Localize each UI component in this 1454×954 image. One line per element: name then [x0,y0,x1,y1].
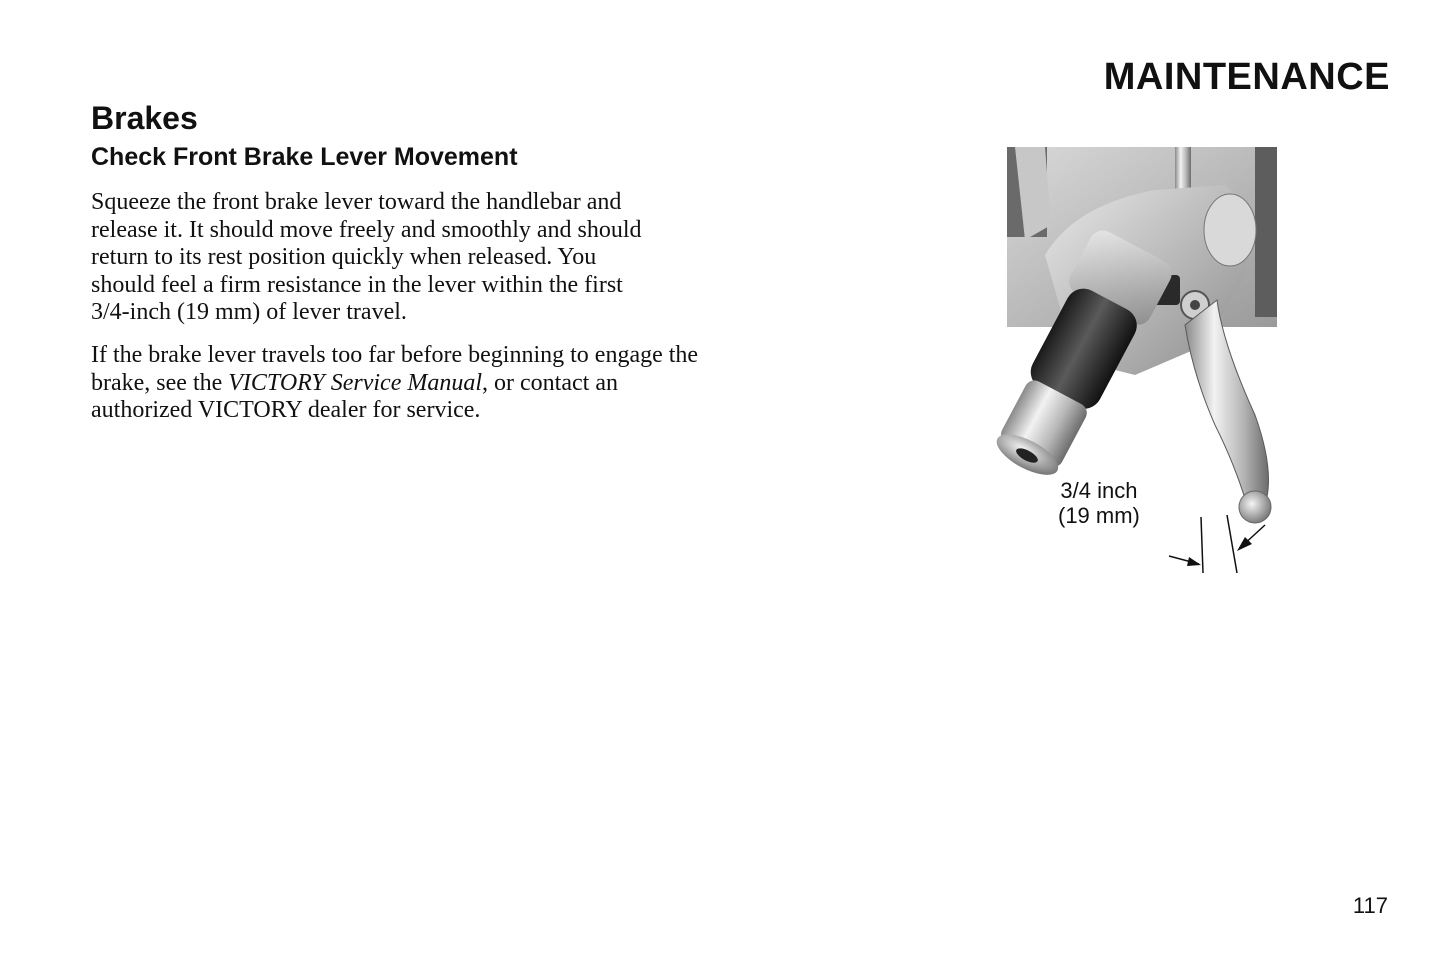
paragraph2-line: authorized VICTORY dealer for service. [91,397,481,423]
measure-line-right [1227,515,1237,573]
section-title: MAINTENANCE [1103,56,1390,98]
service-manual-title: VICTORY Service Manual [228,369,483,396]
paragraph1-line: should feel a firm resistance in the lever within the first [91,271,623,298]
paragraph1-line: release it. It should move freely and smoothly and should [91,216,642,243]
lever-travel-mm: (19 mm) [1058,503,1140,528]
paragraph1-line: Squeeze the front brake lever toward the handlebar and [91,189,622,215]
subheading: Check Front Brake Lever Movement [91,143,518,171]
lever-travel-label [1058,478,1140,528]
paragraph-service [91,342,811,425]
paragraph2-text: , or contact an [482,369,618,396]
paragraph-lever-check [91,189,751,327]
paragraph1-line: 3/4-inch (19 mm) of lever travel. [91,299,407,325]
lever-travel-inches: 3/4 inch [1060,478,1138,503]
paragraph2-text: brake, see the [91,369,229,396]
page-heading: Brakes [91,100,198,136]
measure-line-left [1201,517,1203,573]
lever-ball-end [1239,491,1271,523]
paragraph1-line: return to its rest position quickly when released. You [91,244,597,270]
paragraph2-line [91,370,811,398]
page-number: 117 [1352,893,1388,918]
brake-lever [1185,300,1269,505]
paragraph2-line: If the brake lever travels too far before beginning to engage the [91,342,699,368]
arrow-right-icon [1187,557,1201,566]
